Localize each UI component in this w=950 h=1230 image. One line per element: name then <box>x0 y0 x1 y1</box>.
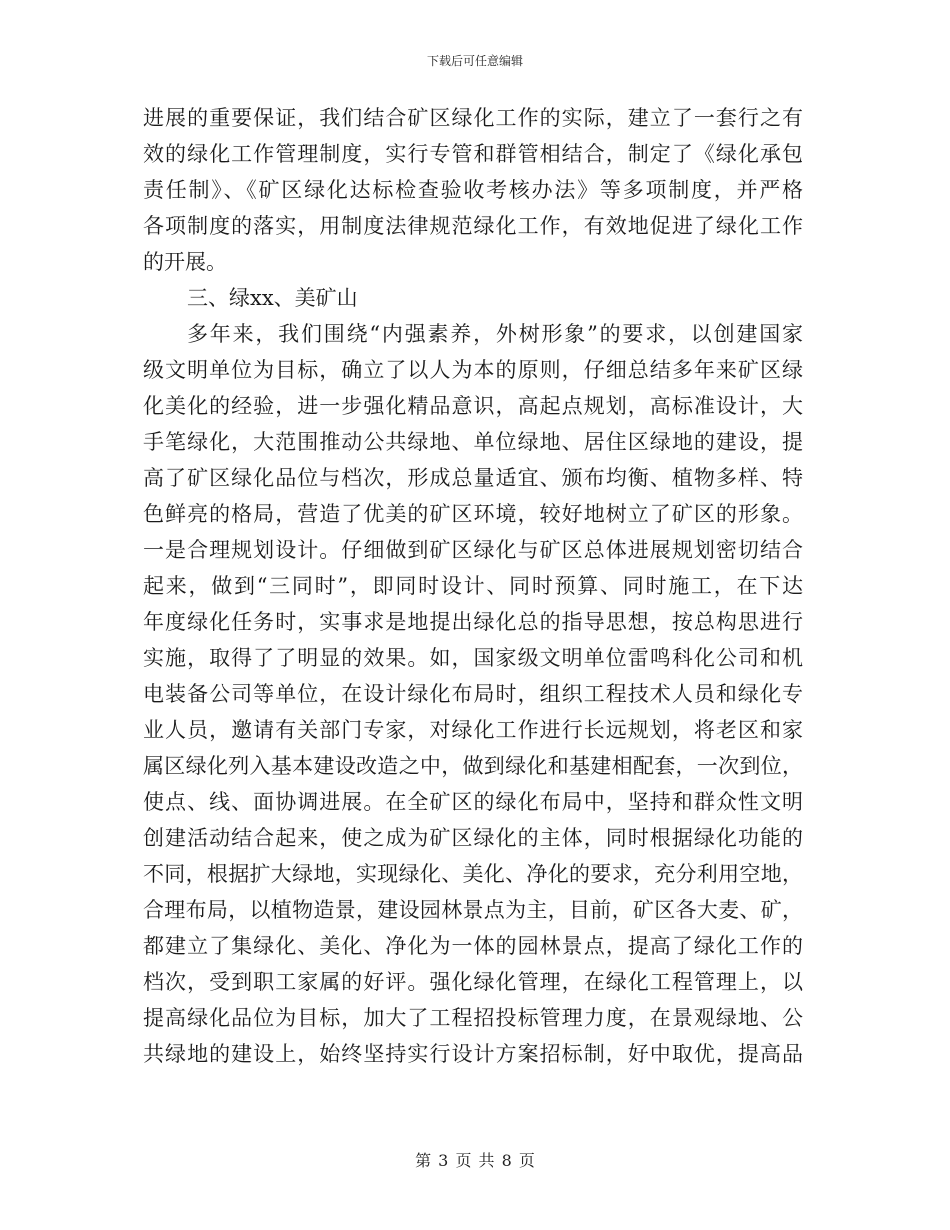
text-line: 起来，做到“三同时”，即同时设计、同时预算、同时施工，在下达 <box>143 574 803 598</box>
text-line: 多年来，我们围绕“内强素养，外树形象”的要求，以创建国家 <box>187 322 803 346</box>
text-line: 提高绿化品位为目标，加大了工程招投标管理力度，在景观绿地、公 <box>143 1006 803 1030</box>
text-line: 责任制》、《矿区绿化达标检查验收考核办法》等多项制度，并严格 <box>143 178 803 202</box>
text-line: 业人员，邀请有关部门专家，对绿化工作进行长远规划，将老区和家 <box>143 718 803 742</box>
page-header: 下载后可任意编辑 <box>426 54 523 68</box>
text-line: 电装备公司等单位，在设计绿化布局时，组织工程技术人员和绿化专 <box>143 682 803 706</box>
text-line: 档次，受到职工家属的好评。强化绿化管理，在绿化工程管理上，以 <box>143 970 803 994</box>
text-line: 手笔绿化，大范围推动公共绿地、单位绿地、居住区绿地的建设，提 <box>143 430 803 454</box>
text-line: 属区绿化列入基本建设改造之中，做到绿化和基建相配套，一次到位， <box>143 754 803 778</box>
text-line: 效的绿化工作管理制度，实行专管和群管相结合，制定了《绿化承包 <box>143 142 803 166</box>
text-line: 共绿地的建设上，始终坚持实行设计方案招标制，好中取优，提高品 <box>143 1042 803 1066</box>
text-line: 高了矿区绿化品位与档次，形成总量适宜、颁布均衡、植物多样、特 <box>143 466 803 490</box>
text-line: 化美化的经验，进一步强化精品意识，高起点规划，高标准设计，大 <box>143 394 803 418</box>
text-line: 进展的重要保证，我们结合矿区绿化工作的实际，建立了一套行之有 <box>143 106 803 130</box>
page-footer: 第 3 页 共 8 页 <box>415 1151 535 1170</box>
text-line: 合理布局，以植物造景，建设园林景点为主，目前，矿区各大麦、矿， <box>143 898 803 922</box>
text-line: 的开展。 <box>143 250 227 274</box>
document-body <box>143 100 803 1072</box>
text-line: 使点、线、面协调进展。在全矿区的绿化布局中，坚持和群众性文明 <box>143 790 803 814</box>
text-line: 年度绿化任务时，实事求是地提出绿化总的指导思想，按总构思进行 <box>143 610 803 634</box>
text-line: 都建立了集绿化、美化、净化为一体的园林景点，提高了绿化工作的 <box>143 934 803 958</box>
text-line: 各项制度的落实，用制度法律规范绿化工作，有效地促进了绿化工作 <box>143 214 803 238</box>
text-line: 色鲜亮的格局，营造了优美的矿区环境，较好地树立了矿区的形象。 <box>143 502 803 526</box>
section-heading: 三、绿xx、美矿山 <box>187 286 358 310</box>
text-line: 创建活动结合起来，使之成为矿区绿化的主体，同时根据绿化功能的 <box>143 826 803 850</box>
text-line: 不同，根据扩大绿地，实现绿化、美化、净化的要求，充分利用空地， <box>143 862 803 886</box>
text-line: 级文明单位为目标，确立了以人为本的原则，仔细总结多年来矿区绿 <box>143 358 803 382</box>
text-line: 实施，取得了了明显的效果。如，国家级文明单位雷鸣科化公司和机 <box>143 646 803 670</box>
text-line: 一是合理规划设计。仔细做到矿区绿化与矿区总体进展规划密切结合 <box>143 538 803 562</box>
